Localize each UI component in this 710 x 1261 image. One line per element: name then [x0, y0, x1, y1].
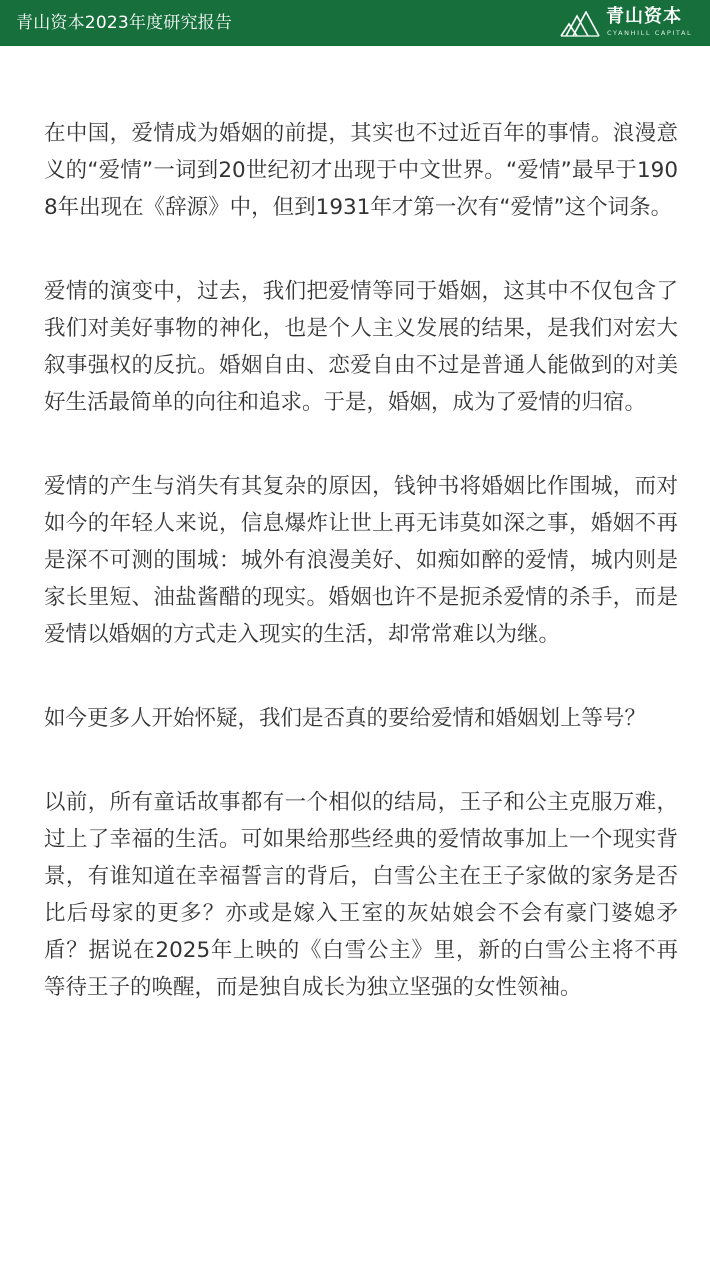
paragraph: 如今更多人开始怀疑，我们是否真的要给爱情和婚姻划上等号？: [44, 706, 647, 731]
article-body: [44, 115, 678, 1053]
report-header: [0, 0, 710, 46]
paragraph: 以前，所有童话故事都有一个相似的结局，王子和公主克服万难，过上了幸福的生活。可如果给那些经典的爱情故事加上一个现实背景，有谁知道在幸福誓言的背后，白雪公主在王子家做的家务是否比后母家的更多？亦或是嫁入王室的灰姑娘会不会有豪门婆媳矛盾？据说在2025年上映的《白雪公主》里，新的白雪公主将不再等待王子的唤醒，而是独自成长为独立坚强的女性领袖。: [44, 790, 678, 1000]
brand: [560, 6, 693, 40]
mountain-logo-icon: [560, 11, 600, 37]
report-title: 青山资本2023年度研究报告: [16, 13, 233, 33]
paragraph: 爱情的演变中，过去，我们把爱情等同于婚姻，这其中不仅包含了我们对美好事物的神化，也是个人主义发展的结果，是我们对宏大叙事强权的反抗。婚姻自由、恋爱自由不过是普通人能做到的对美好生活最简单的向往和追求。于是，婚姻，成为了爱情的归宿。: [44, 279, 678, 415]
paragraph: 在中国，爱情成为婚姻的前提，其实也不过近百年的事情。浪漫意义的“爱情”一词到20世纪初才出现于中文世界。“爱情”最早于1908年出现在《辞源》中，但到1931年才第一次有“爱情”这个词条。: [44, 121, 678, 220]
brand-name-cn: 青山资本: [606, 6, 682, 27]
brand-name-en: CYANHILL CAPITAL: [607, 29, 693, 37]
paragraph: 爱情的产生与消失有其复杂的原因，钱钟书将婚姻比作围城，而对如今的年轻人来说，信息爆炸让世上再无讳莫如深之事，婚姻不再是深不可测的围城：城外有浪漫美好、如痴如醉的爱情，城内则是家长里短、油盐酱醋的现实。婚姻也许不是扼杀爱情的杀手，而是爱情以婚姻的方式走入现实的生活，却常常难以为继。: [44, 474, 678, 647]
